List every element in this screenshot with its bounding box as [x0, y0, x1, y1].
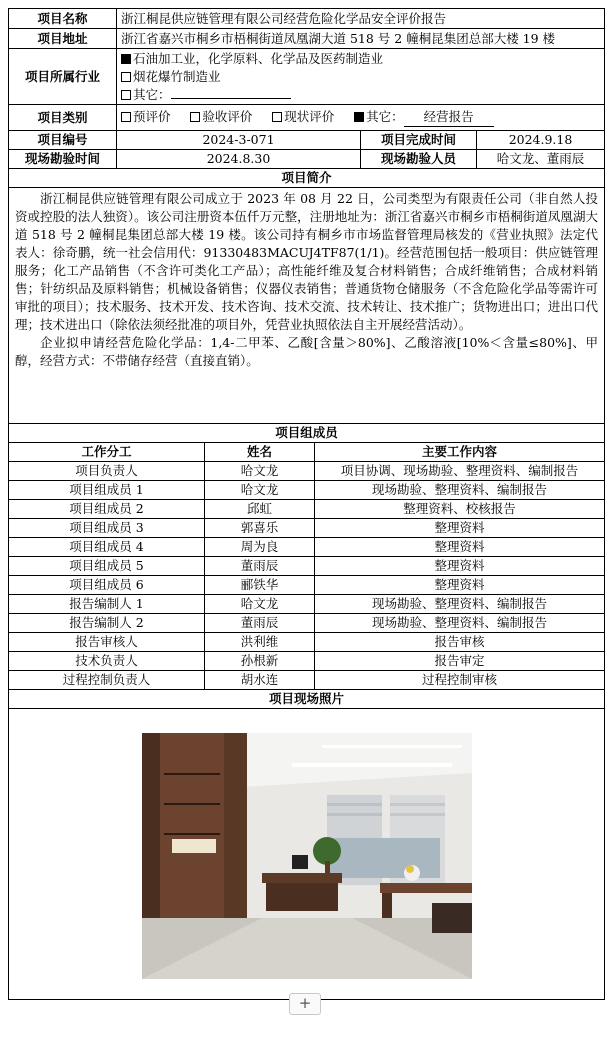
site-photo	[142, 733, 472, 979]
checked-box-icon	[354, 112, 364, 122]
project-name-value: 浙江桐昆供应链管理有限公司经营危险化学品安全评价报告	[117, 9, 605, 29]
member-name: 孙根新	[205, 652, 315, 671]
member-role: 项目组成员 6	[9, 576, 205, 595]
table-row	[9, 633, 605, 652]
survey-people-label: 现场勘验人员	[361, 150, 477, 169]
table-row	[9, 557, 605, 576]
project-number-label: 项目编号	[9, 131, 117, 150]
unchecked-box-icon	[121, 72, 131, 82]
table-row	[9, 595, 605, 614]
table-row	[9, 652, 605, 671]
industry-option-petro: 石油加工业，化学原料、化学品及医药制造业	[121, 50, 600, 68]
category-label: 项目类别	[9, 105, 117, 131]
member-work: 整理资料	[315, 519, 605, 538]
unchecked-box-icon	[121, 112, 131, 122]
industry-label: 项目所属行业	[9, 49, 117, 105]
member-name: 郦铁华	[205, 576, 315, 595]
member-work: 报告审定	[315, 652, 605, 671]
member-name: 郭喜乐	[205, 519, 315, 538]
project-address-label: 项目地址	[9, 29, 117, 49]
member-name: 周为良	[205, 538, 315, 557]
table-row	[9, 538, 605, 557]
table-row	[9, 481, 605, 500]
member-name: 董雨辰	[205, 614, 315, 633]
intro-body	[9, 188, 605, 424]
intro-paragraph-2: 企业拟申请经营危险化学品：1,4-二甲苯、乙酸[含量＞80%]、乙酸溶液[10%＜含量≤80%]、甲醇，经营方式：不带储存经营（直接直销）。	[15, 335, 599, 368]
report-sheet	[8, 8, 604, 1000]
member-work: 整理资料	[315, 576, 605, 595]
unchecked-box-icon	[190, 112, 200, 122]
member-work: 现场勘验、整理资料、编制报告	[315, 481, 605, 500]
photos-title: 项目现场照片	[9, 690, 605, 709]
member-name: 哈文龙	[205, 595, 315, 614]
member-work: 整理资料	[315, 538, 605, 557]
member-work: 项目协调、现场勘验、整理资料、编制报告	[315, 462, 605, 481]
industry-options	[117, 49, 605, 105]
col-header-name: 姓名	[205, 443, 315, 462]
survey-time-value: 2024.8.30	[117, 150, 361, 169]
member-work: 过程控制审核	[315, 671, 605, 690]
table-row	[9, 500, 605, 519]
member-role: 项目组成员 2	[9, 500, 205, 519]
member-role: 报告编制人 2	[9, 614, 205, 633]
member-name: 董雨辰	[205, 557, 315, 576]
member-role: 项目组成员 5	[9, 557, 205, 576]
member-work: 整理资料	[315, 557, 605, 576]
cat-accept: 验收评价	[202, 109, 253, 124]
member-name: 哈文龙	[205, 462, 315, 481]
member-role: 项目组成员 4	[9, 538, 205, 557]
cat-status: 现状评价	[284, 109, 335, 124]
photo-cell	[9, 709, 605, 1000]
member-name: 胡水连	[205, 671, 315, 690]
industry-option-other: 其它：	[121, 86, 600, 104]
member-name: 洪利维	[205, 633, 315, 652]
intro-paragraph-1: 浙江桐昆供应链管理有限公司成立于 2023 年 08 月 22 日，公司类型为有限责任公司（非自然人投资或控股的法人独资）。该公司注册资本伍仟万元整，注册地址为：浙江省嘉兴市桐乡市梧桐街道凤凰湖大道 518 号 2 幢桐昆集团总部大楼 19 楼。该公司持有桐乡市市场监督管理局核发的《营业执照》法定代表人：徐奇鹏，统一社会信用代：91330483MACUJ4TF87(1/1)。经营范围包括一般项目：供应链管理服务；化工产品销售（不含许可类化工产品）；高性能纤维及复合材料销售；合成纤维销售；合成材料销售；针纺织品及原料销售；机械设备销售；仪器仪表销售；普通货物仓储服务（不含危险化学品等需许可审批的项目）；技术服务、技术开发、技术咨询、技术交流、技术转让、技术推广；货物进出口；进出口代理；技术进出口（除依法须经批准的项目外，凭营业执照依法自主开展经营活动）。	[15, 191, 599, 332]
checked-box-icon	[121, 54, 131, 64]
member-name: 邱虹	[205, 500, 315, 519]
member-role: 项目组成员 1	[9, 481, 205, 500]
finish-time-label: 项目完成时间	[361, 131, 477, 150]
member-role: 过程控制负责人	[9, 671, 205, 690]
member-role: 项目负责人	[9, 462, 205, 481]
col-header-role: 工作分工	[9, 443, 205, 462]
table-row	[9, 519, 605, 538]
industry-option-fireworks: 烟花爆竹制造业	[121, 68, 600, 86]
member-role: 项目组成员 3	[9, 519, 205, 538]
member-work: 现场勘验、整理资料、编制报告	[315, 614, 605, 633]
col-header-work: 主要工作内容	[315, 443, 605, 462]
project-name-label: 项目名称	[9, 9, 117, 29]
add-button[interactable]: +	[289, 993, 321, 1015]
cat-pre: 预评价	[133, 109, 171, 124]
project-address-value: 浙江省嘉兴市桐乡市梧桐街道凤凰湖大道 518 号 2 幢桐昆集团总部大楼 19 楼	[117, 29, 605, 49]
members-title: 项目组成员	[9, 424, 605, 443]
survey-time-label: 现场勘验时间	[9, 150, 117, 169]
member-work: 现场勘验、整理资料、编制报告	[315, 595, 605, 614]
member-rows	[9, 462, 605, 690]
category-options	[117, 105, 605, 131]
project-number-value: 2024-3-071	[117, 131, 361, 150]
industry-other-blank	[171, 98, 291, 99]
table-row	[9, 671, 605, 690]
unchecked-box-icon	[121, 90, 131, 100]
intro-title: 项目简介	[9, 169, 605, 188]
project-info-table	[8, 8, 605, 443]
member-role: 报告审核人	[9, 633, 205, 652]
member-work: 整理资料、校核报告	[315, 500, 605, 519]
member-name: 哈文龙	[205, 481, 315, 500]
member-role: 技术负责人	[9, 652, 205, 671]
unchecked-box-icon	[272, 112, 282, 122]
finish-time-value: 2024.9.18	[477, 131, 605, 150]
members-table	[8, 442, 605, 1000]
member-work: 报告审核	[315, 633, 605, 652]
table-row	[9, 462, 605, 481]
cat-other-value: 经营报告	[404, 108, 494, 127]
survey-people-value: 哈文龙、董雨辰	[477, 150, 605, 169]
table-row	[9, 614, 605, 633]
cat-other: 其它：	[366, 109, 404, 124]
office-photo-illustration	[142, 733, 472, 979]
table-row	[9, 576, 605, 595]
member-role: 报告编制人 1	[9, 595, 205, 614]
